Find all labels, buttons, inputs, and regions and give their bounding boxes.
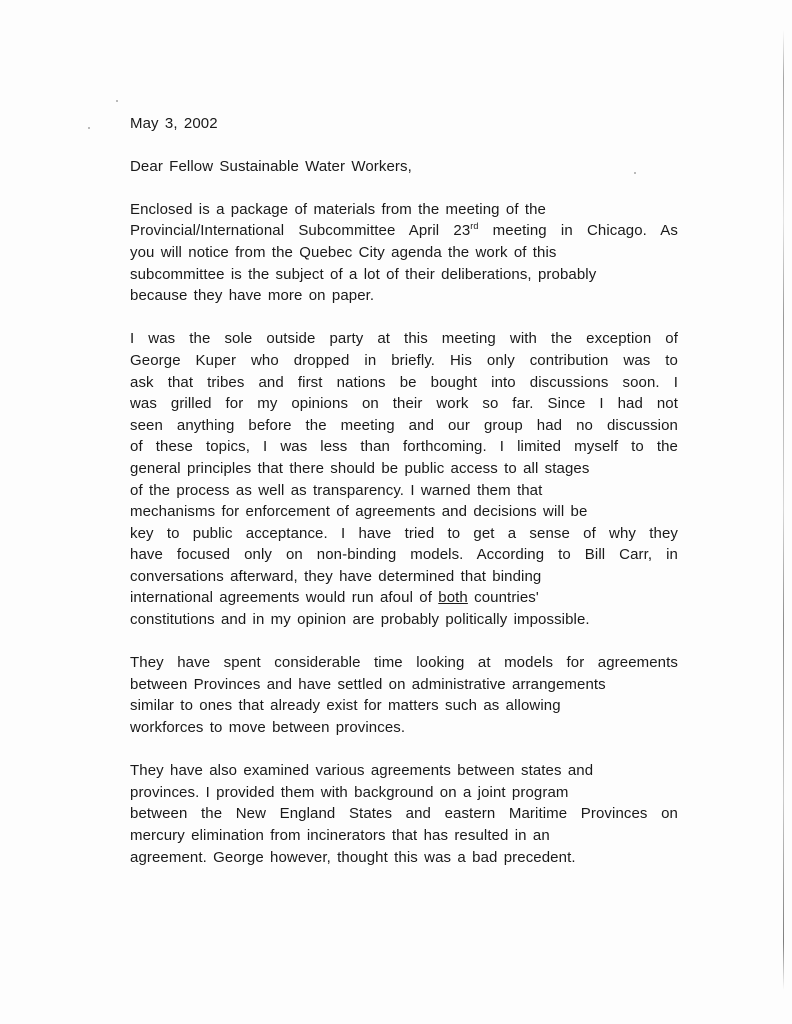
line-text: They have spent considerable time looking at models for agreements bbox=[130, 654, 678, 672]
line-text: you will notice from the Quebec City agenda the work of this bbox=[130, 243, 557, 261]
paragraph-line bbox=[130, 458, 678, 480]
letter-date: May 3, 2002 bbox=[130, 115, 218, 132]
line-text: subcommittee is the subject of a lot of their deliberations, probably bbox=[130, 265, 597, 283]
paragraph-line bbox=[130, 393, 678, 415]
ordinal-superscript: rd bbox=[470, 221, 479, 232]
line-text: between Provinces and have settled on administrative arrangements bbox=[130, 675, 606, 693]
line-text: ask that tribes and first nations be bought into discussions soon. I bbox=[130, 373, 678, 391]
paragraph-line bbox=[130, 825, 678, 847]
line-text: have focused only on non-binding models. According to Bill Carr, in bbox=[130, 546, 678, 564]
line-text: between the New England States and eastern Maritime Provinces on bbox=[130, 805, 678, 823]
paragraph-line bbox=[130, 264, 678, 286]
paragraph-line bbox=[130, 501, 678, 523]
line-text: mechanisms for enforcement of agreements and decisions will be bbox=[130, 503, 588, 521]
line-text: was grilled for my opinions on their work so far. Since I had not bbox=[130, 395, 678, 413]
paragraph-line bbox=[130, 847, 678, 869]
paragraph-line bbox=[130, 523, 678, 545]
scan-speck bbox=[88, 127, 90, 129]
line-text: countries' bbox=[467, 589, 539, 607]
scan-edge-artifact bbox=[783, 30, 784, 990]
line-text: because they have more on paper. bbox=[130, 287, 375, 305]
paragraph-line bbox=[130, 350, 678, 372]
line-text: mercury elimination from incinerators that has resulted in an bbox=[130, 827, 550, 844]
letter-paragraph bbox=[130, 760, 678, 868]
paragraph-line bbox=[130, 285, 678, 307]
line-text: similar to ones that already exist for matters such as allowing bbox=[130, 697, 561, 715]
paragraph-line bbox=[130, 242, 678, 264]
line-text: key to public acceptance. I have tried to get a sense of why they bbox=[130, 524, 678, 542]
paragraph-line bbox=[130, 587, 678, 609]
line-text: Provincial/International Subcommittee April 23 bbox=[130, 222, 471, 240]
paragraph-line bbox=[130, 803, 678, 825]
line-text: constitutions and in my opinion are probably politically impossible. bbox=[130, 611, 590, 629]
paragraph-line bbox=[130, 544, 678, 566]
line-text: meeting in Chicago. As bbox=[478, 222, 678, 240]
line-text: international agreements would run afoul of bbox=[130, 589, 439, 607]
scan-speck bbox=[116, 100, 118, 102]
letter-paragraphs bbox=[130, 177, 678, 868]
letter-salutation: Dear Fellow Sustainable Water Workers, bbox=[130, 157, 412, 175]
line-text: general principles that there should be public access to all stages bbox=[130, 459, 590, 477]
paragraph-line bbox=[130, 415, 678, 437]
paragraph-line bbox=[130, 199, 678, 221]
line-text: They have also examined various agreements between states and bbox=[130, 762, 594, 780]
paragraph-line bbox=[130, 695, 678, 717]
line-text: Enclosed is a package of materials from the meeting of the bbox=[130, 200, 547, 218]
underlined-word: both bbox=[438, 589, 468, 607]
letter-paragraph bbox=[130, 328, 678, 630]
paragraph-line bbox=[130, 372, 678, 394]
letter-body bbox=[130, 113, 678, 868]
paragraph-line bbox=[130, 782, 678, 804]
paragraph-line bbox=[130, 220, 678, 242]
paragraph-line bbox=[130, 480, 678, 502]
letter-paragraph bbox=[130, 199, 678, 307]
line-text: agreement. George however, thought this was a bad precedent. bbox=[130, 848, 576, 866]
line-text: of the process as well as transparency. I warned them that bbox=[130, 481, 543, 499]
paragraph-line bbox=[130, 436, 678, 458]
line-text: workforces to move between provinces. bbox=[130, 719, 406, 737]
paragraph-line bbox=[130, 652, 678, 674]
paragraph-line bbox=[130, 609, 678, 631]
line-text: George Kuper who dropped in briefly. His only contribution was to bbox=[130, 351, 678, 369]
paragraph-line bbox=[130, 760, 678, 782]
paragraph-line bbox=[130, 328, 678, 350]
letter-paragraph bbox=[130, 652, 678, 738]
line-text: seen anything before the meeting and our group had no discussion bbox=[130, 416, 678, 434]
paragraph-line bbox=[130, 717, 678, 739]
line-text: provinces. I provided them with background on a joint program bbox=[130, 783, 569, 801]
paragraph-line bbox=[130, 566, 678, 588]
line-text: conversations afterward, they have determined that binding bbox=[130, 567, 542, 585]
paragraph-line bbox=[130, 674, 678, 696]
line-text: I was the sole outside party at this meeting with the exception of bbox=[130, 330, 678, 348]
line-text: of these topics, I was less than forthcoming. I limited myself to the bbox=[130, 438, 678, 456]
